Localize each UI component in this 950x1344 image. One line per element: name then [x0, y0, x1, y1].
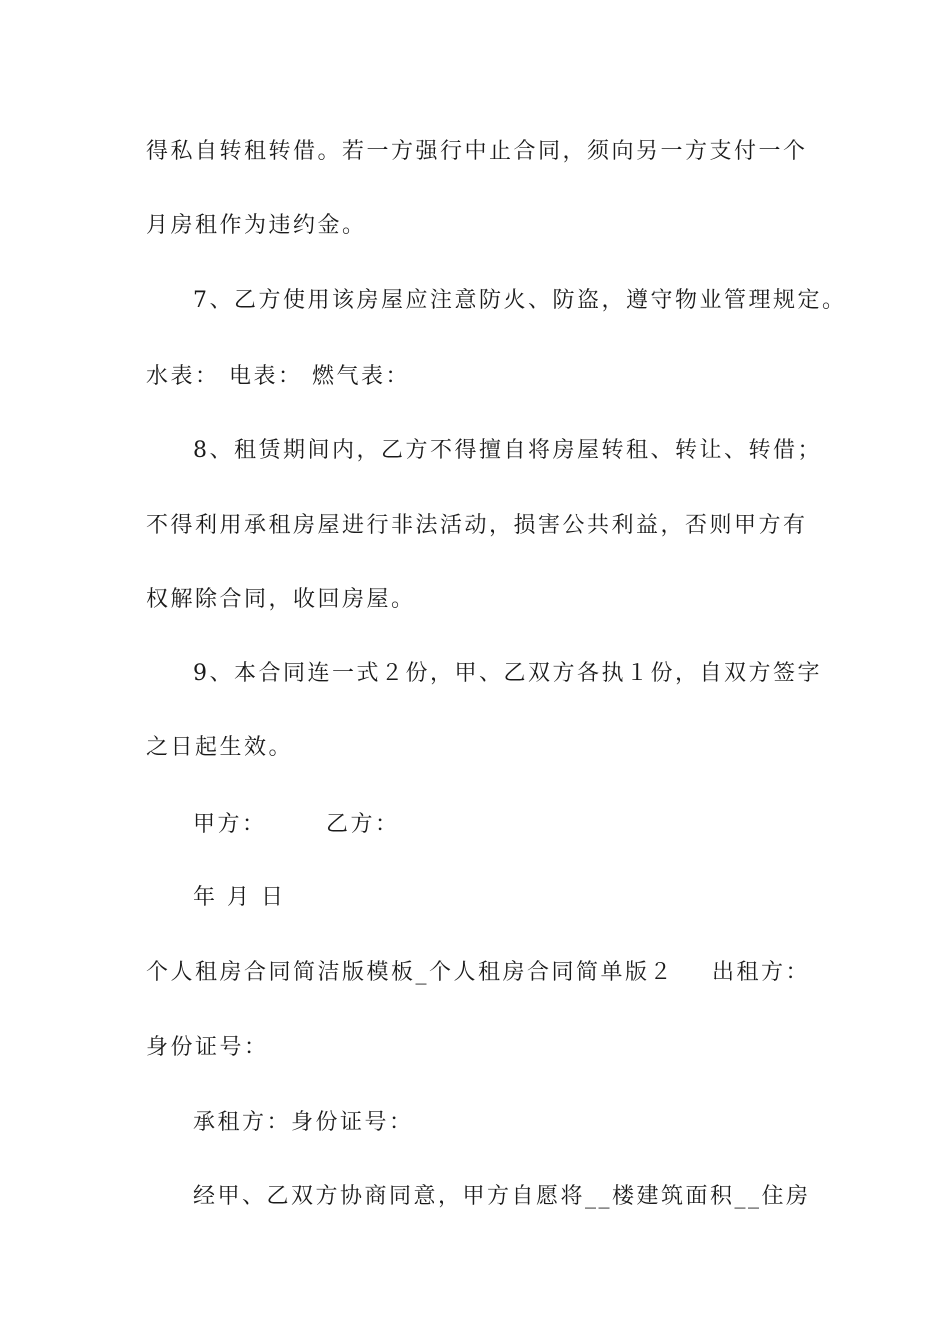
party-a-label: 甲方： — [193, 812, 267, 837]
lessee-line: 承租方：身份证号： — [193, 1110, 414, 1135]
paragraph-line: 不得利用承租房屋进行非法活动，损害公共利益，否则甲方有 — [146, 513, 808, 538]
lessor-id-label: 身份证号： — [146, 1035, 269, 1060]
lessor-label: 出租方： — [712, 960, 811, 985]
clause-8: 8、租赁期间内，乙方不得擅自将房屋转租、转让、转借； — [193, 438, 822, 463]
paragraph-line: 得私自转租转借。若一方强行中止合同，须向另一方支付一个 — [146, 139, 808, 164]
meter-readings: 水表： 电表： 燃气表： — [146, 364, 410, 389]
date-line: 年 月 日 — [193, 885, 286, 910]
clause-9: 9、本合同连一式２份，甲、乙双方各执１份，自双方签字 — [193, 661, 822, 686]
agreement-line: 经甲、乙双方协商同意，甲方自愿将__楼建筑面积__住房 — [193, 1184, 811, 1209]
clause-7: 7、乙方使用该房屋应注意防火、防盗，遵守物业管理规定。 — [193, 288, 847, 313]
party-b-label: 乙方： — [326, 812, 400, 837]
paragraph-line: 权解除合同，收回房屋。 — [146, 587, 416, 612]
paragraph-line: 之日起生效。 — [146, 735, 294, 760]
paragraph-line: 月房租作为违约金。 — [146, 213, 367, 238]
second-contract-title: 个人租房合同简洁版模板_个人租房合同简单版２ — [146, 960, 675, 985]
